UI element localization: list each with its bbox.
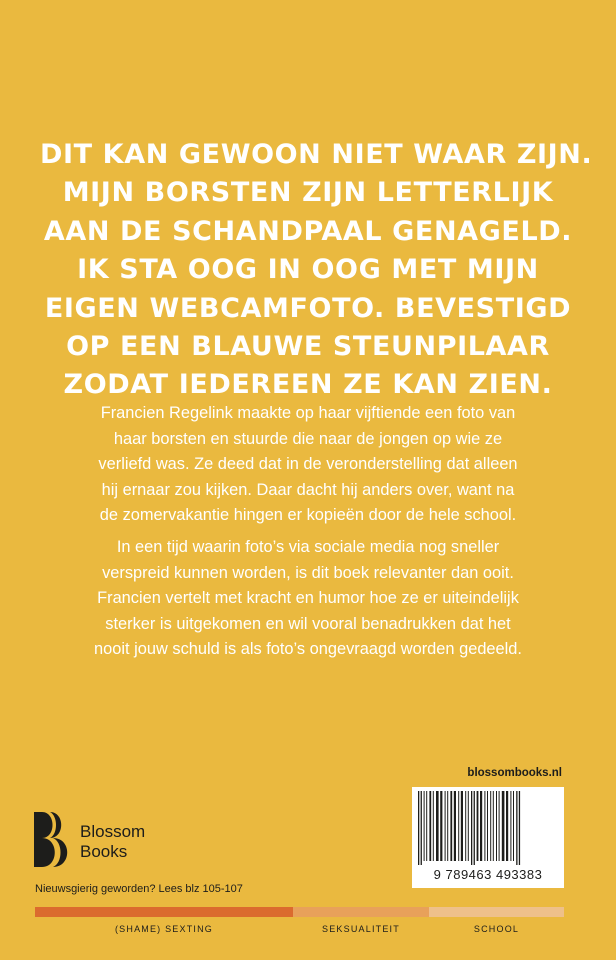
isbn-barcode [412,787,564,888]
description-line: nooit jouw schuld is als foto’s ongevraagd worden gedeeld. [94,640,522,658]
description-line: hij ernaar zou kijken. Daar dacht hij anders over, want na [101,480,515,499]
topic-bar-sexting [35,907,293,917]
description-line: Francien vertelt met kracht en humor hoe ze er uiteindelijk [97,589,519,607]
publisher-name [80,822,145,862]
topic-bar-school [429,907,564,917]
quote-line: OP EEN BLAUWE STEUNPILAAR [66,331,550,363]
description-line: Francien Regelink maakte op haar vijftiende een foto van [100,404,516,422]
description-line: In een tijd waarin foto’s via sociale media nog sneller [116,538,500,556]
publisher-name-line: Blossom [80,822,146,841]
barcode-bars-icon [412,787,564,865]
topic-label-school: SCHOOL [473,924,520,934]
isbn-number: 9 789463 493383 [433,867,543,882]
teaser-text: Nieuwsgierig geworden? Lees blz 105-107 [35,883,243,895]
description-line: verspreid kunnen worden, is dit boek relevanter dan ooit. [102,563,514,582]
quote-line: ZODAT IEDEREEN ZE KAN ZIEN. [63,369,553,401]
description-paragraph-2 [40,535,576,663]
blossom-books-logo-icon [32,812,74,867]
description-paragraph-1 [40,401,576,529]
topic-label-seksualiteit: SEKSUALITEIT [322,924,400,934]
topic-bar-seksualiteit [293,907,429,917]
cover-quote [40,136,593,405]
quote-line: DIT KAN GEWOON NIET WAAR ZIJN. [40,139,593,170]
topic-label-sexting: (SHAME) SEXTING [114,924,213,934]
description-line: verliefd was. Ze deed dat in de veronderstelling dat alleen [98,455,518,473]
description-line: haar borsten en stuurde die naar de jongen op wie ze [113,429,503,448]
quote-line: AAN DE SCHANDPAAL GENAGELD. [43,215,573,247]
description-line: sterker is uitgekomen en wil vooral benadrukken dat het [105,614,511,633]
publisher-website: blossombooks.nl [467,767,562,779]
quote-line: IK STA OOG IN OOG MET MIJN [77,254,539,286]
quote-line: MIJN BORSTEN ZIJN LETTERLIJK [62,177,554,209]
publisher-name-line: Books [80,842,128,861]
description-line: de zomervakantie hingen er kopieën door de hele school. [99,506,517,524]
quote-line: EIGEN WEBCAMFOTO. BEVESTIGD [44,292,572,324]
